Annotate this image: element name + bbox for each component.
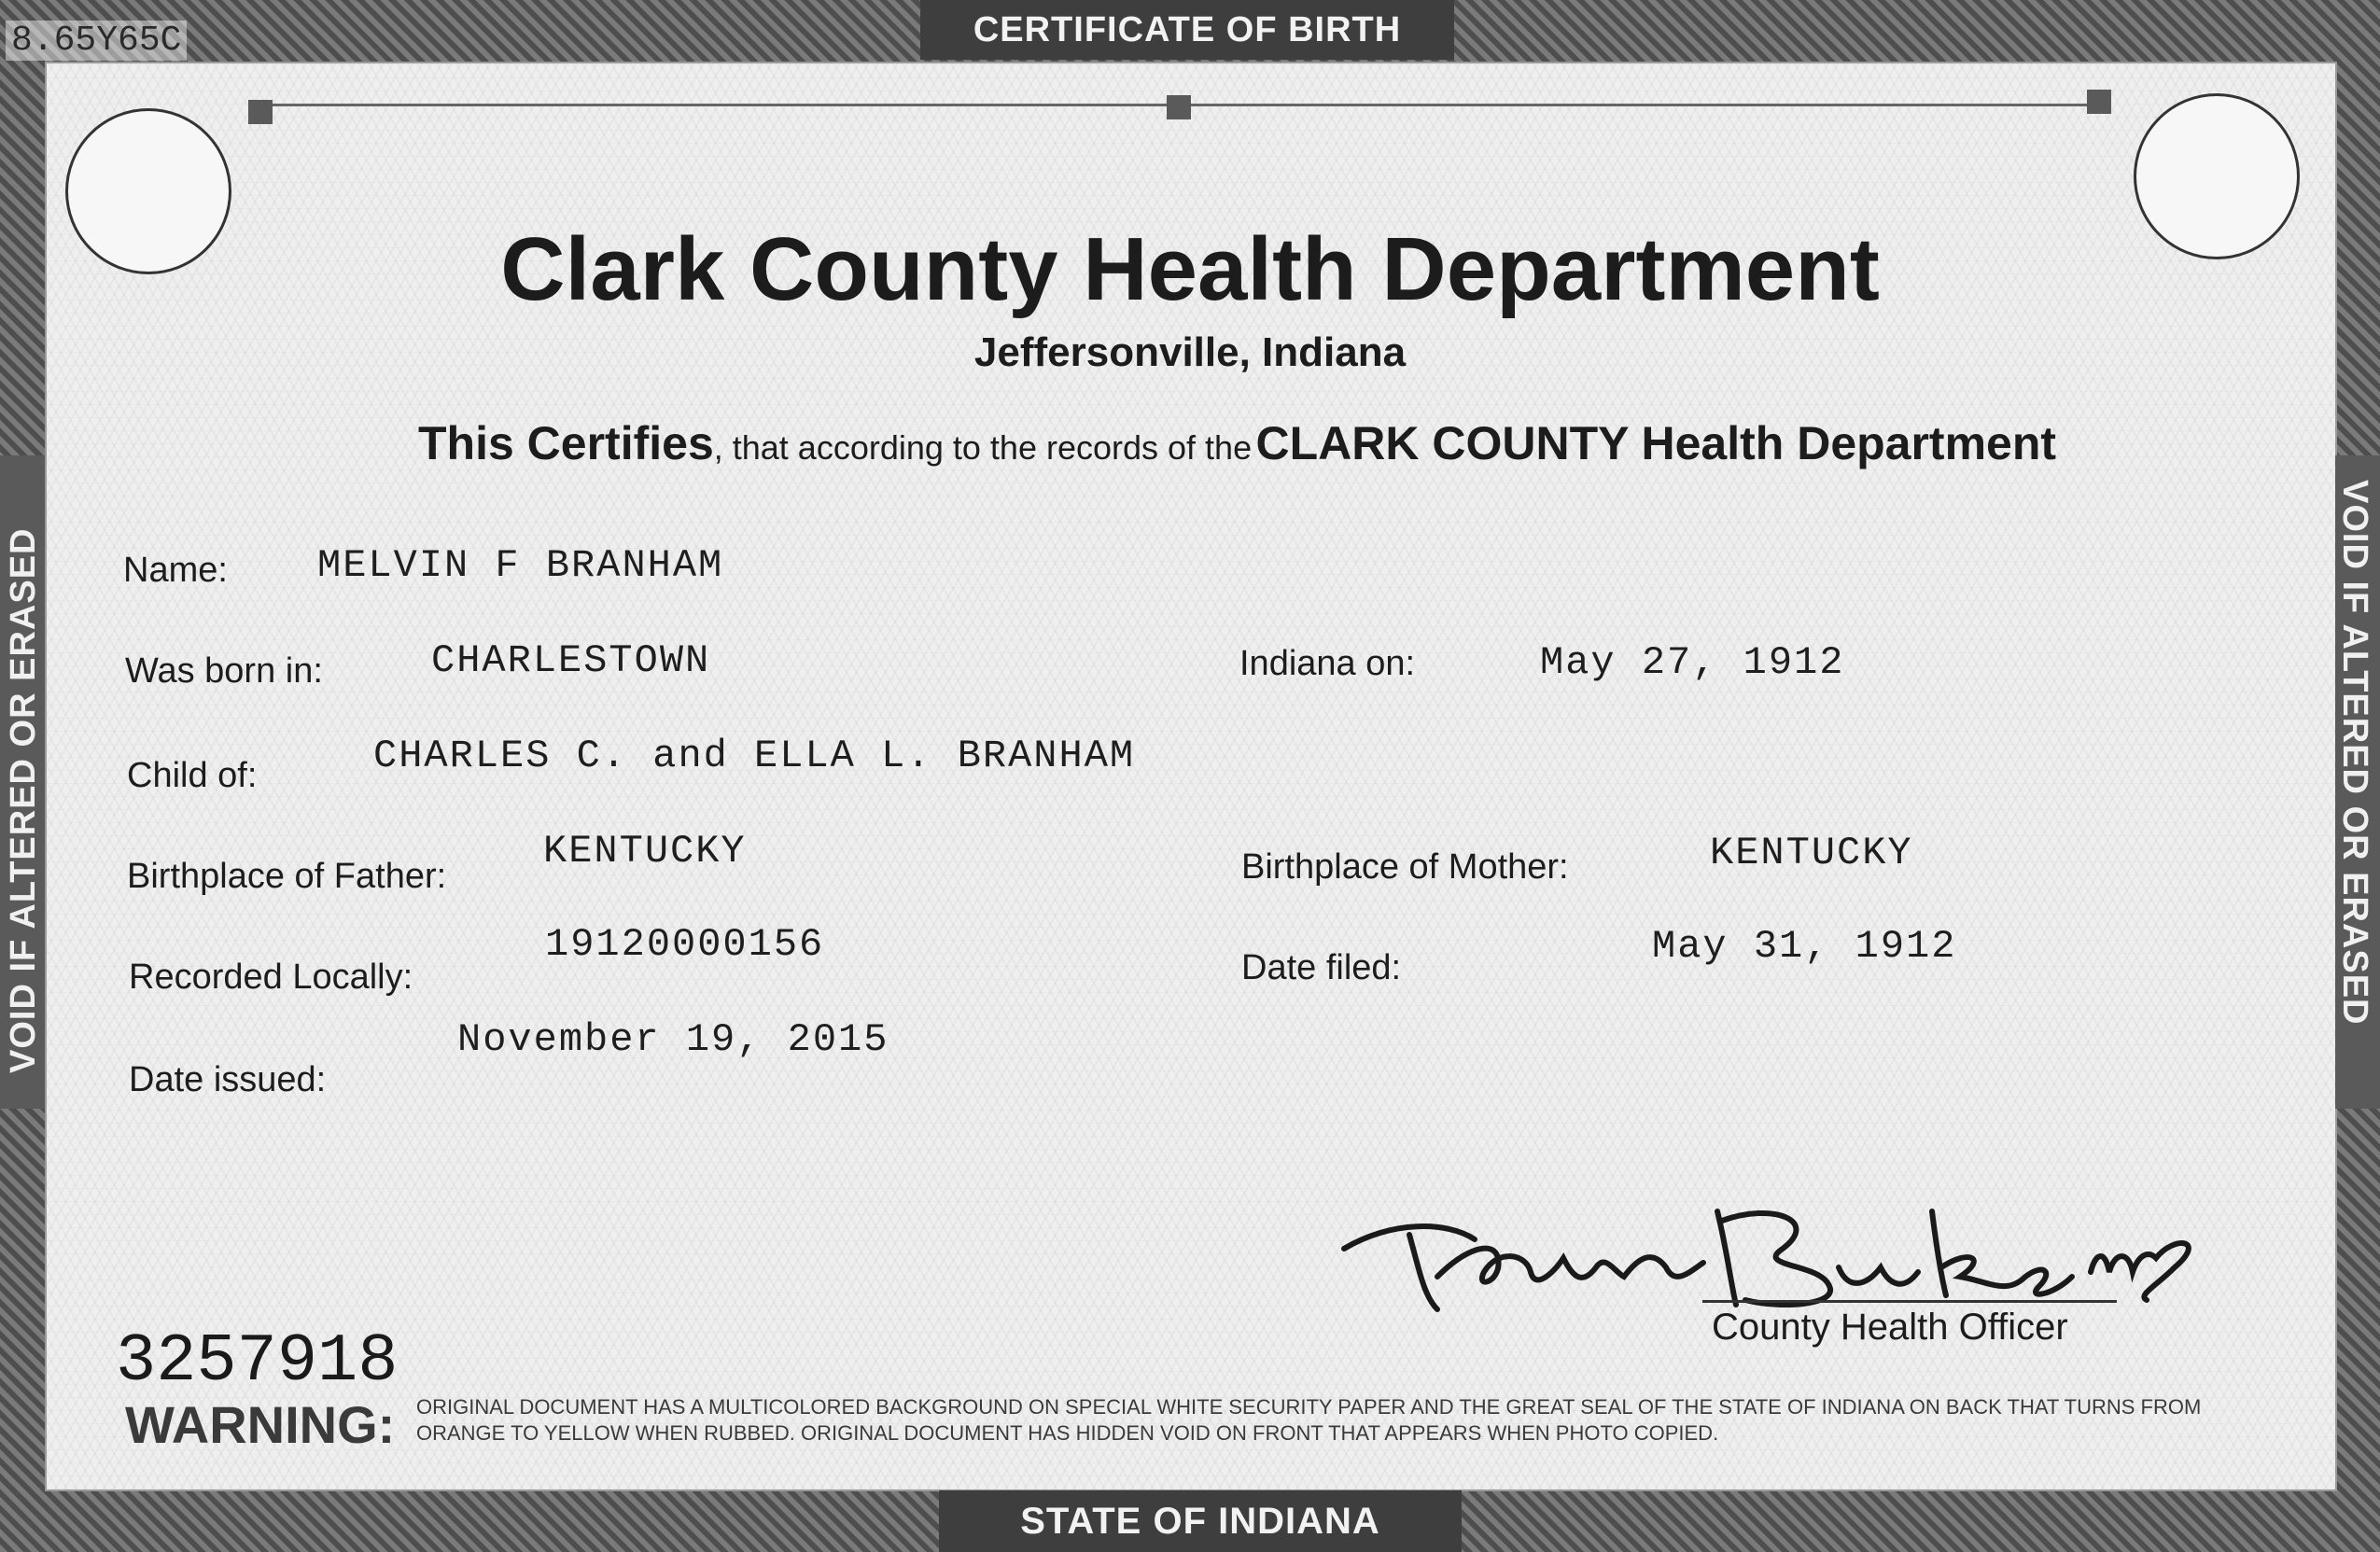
rule-marker <box>2087 90 2111 114</box>
certifies-lead: This Certifies <box>418 417 714 469</box>
certificate-number: 3257918 <box>116 1323 399 1400</box>
date-issued-value: November 19, 2015 <box>457 1017 889 1062</box>
name-value: MELVIN F BRANHAM <box>317 543 724 588</box>
warning-label: WARNING: <box>125 1395 396 1454</box>
born-in-value: CHARLESTOWN <box>431 638 711 683</box>
birthplace-father-value: KENTUCKY <box>543 829 747 874</box>
child-of-label: Child of: <box>127 756 258 795</box>
top-banner: CERTIFICATE OF BIRTH <box>920 0 1454 60</box>
void-notice-right: VOID IF ALTERED OR ERASED <box>2335 480 2374 1026</box>
officer-title: County Health Officer <box>1712 1307 2068 1348</box>
birthplace-mother-label: Birthplace of Mother: <box>1241 847 1569 887</box>
date-issued-label: Date issued: <box>129 1060 327 1099</box>
warning-text: ORIGINAL DOCUMENT HAS A MULTICOLORED BACKGROUND ON SPECIAL WHITE SECURITY PAPER AND THE GREAT SEAL OF THE STATE OF INDIANA ON BACK THAT TURNS FROM ORANGE TO YELLOW WHEN RUBBED. ORIGINAL DOCUMENT HAS HIDDEN VOID ON FRONT THAT APPEARS WHEN PHOTO COPIED. <box>416 1395 2202 1445</box>
department-location: Jeffersonville, Indiana <box>973 329 1407 375</box>
date-filed-value: May 31, 1912 <box>1652 924 1957 969</box>
serial-number: 8.65Y65C <box>6 21 187 61</box>
born-on-value: May 27, 1912 <box>1540 640 1845 685</box>
recorded-locally-label: Recorded Locally: <box>129 958 413 997</box>
rule-marker <box>248 100 273 124</box>
rule-marker <box>1167 95 1191 119</box>
signature-line <box>1702 1300 2117 1303</box>
date-filed-label: Date filed: <box>1241 948 1402 987</box>
certifies-department: CLARK COUNTY Health Department <box>1255 417 2057 469</box>
department-title: Clark County Health Department <box>500 219 1880 319</box>
born-on-label: Indiana on: <box>1239 644 1416 683</box>
name-label: Name: <box>123 551 228 590</box>
certifies-text: , that according to the records of the <box>713 428 1253 467</box>
bottom-banner: STATE OF INDIANA <box>939 1490 1462 1552</box>
certification-statement <box>418 416 2057 470</box>
recorded-locally-value: 19120000156 <box>545 922 825 967</box>
birthplace-mother-value: KENTUCKY <box>1710 831 1913 875</box>
void-notice-left: VOID IF ALTERED OR ERASED <box>4 527 43 1073</box>
child-of-value: CHARLES C. and ELLA L. BRANHAM <box>373 734 1136 778</box>
born-in-label: Was born in: <box>125 651 323 691</box>
birthplace-father-label: Birthplace of Father: <box>127 857 447 896</box>
